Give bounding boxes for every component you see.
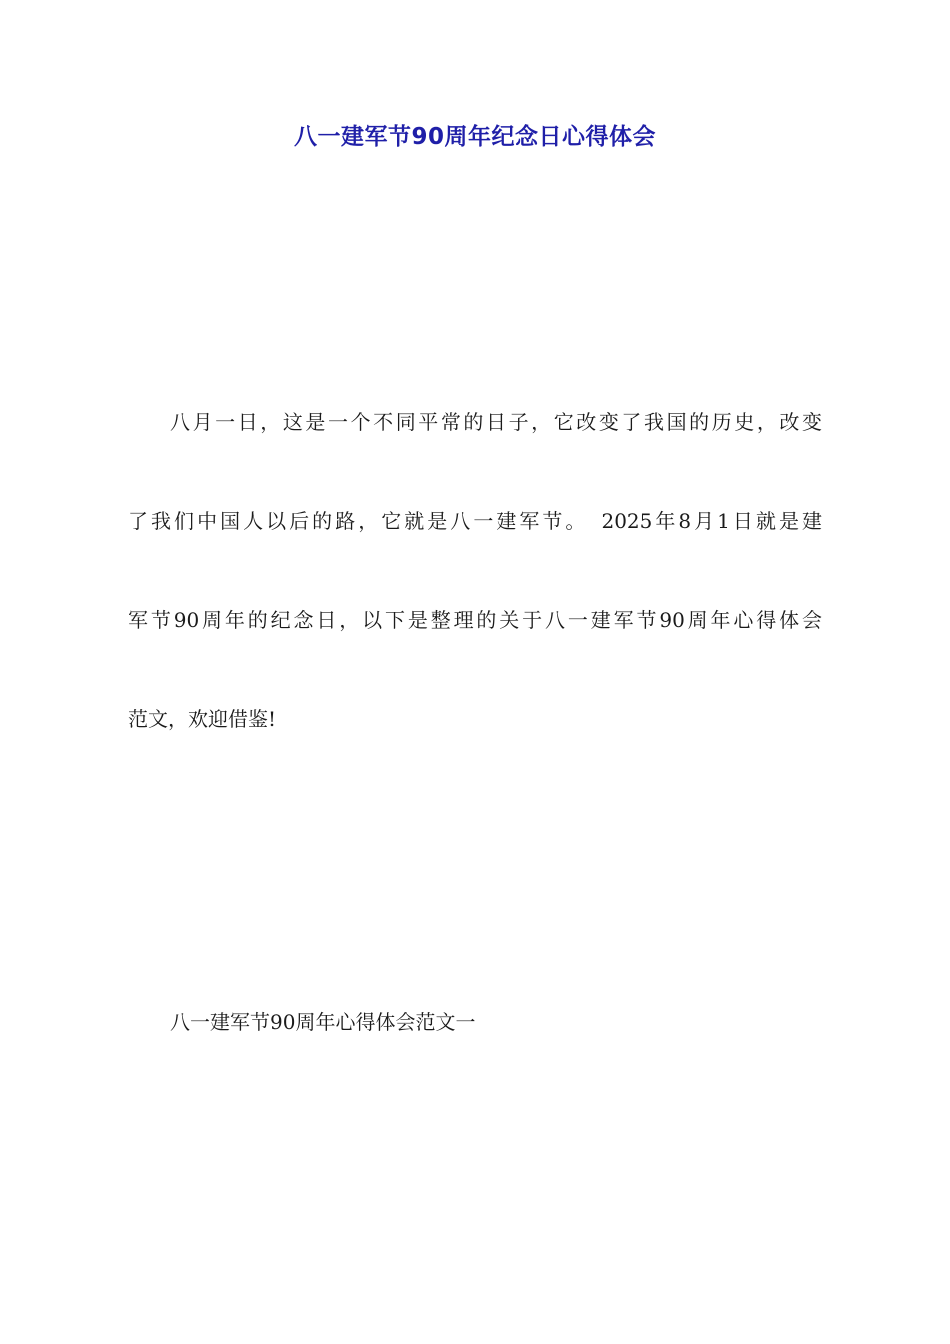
page-title: 八一建军节90周年纪念日心得体会 bbox=[293, 124, 656, 150]
paragraph-line: 范文，欢迎借鉴! bbox=[128, 707, 277, 731]
paragraph-line: 了我们中国人以后的路，它就是八一建军节。 2025年8月1日就是建 bbox=[128, 509, 822, 533]
paragraph-line: 八月一日，这是一个不同平常的日子，它改变了我国的历史，改变 bbox=[170, 410, 822, 434]
intro-paragraph bbox=[128, 398, 822, 794]
section-heading: 八一建军节90周年心得体会范文一 bbox=[170, 1010, 476, 1034]
paragraph-line: 军节90周年的纪念日，以下是整理的关于八一建军节90周年心得体会 bbox=[128, 608, 822, 632]
